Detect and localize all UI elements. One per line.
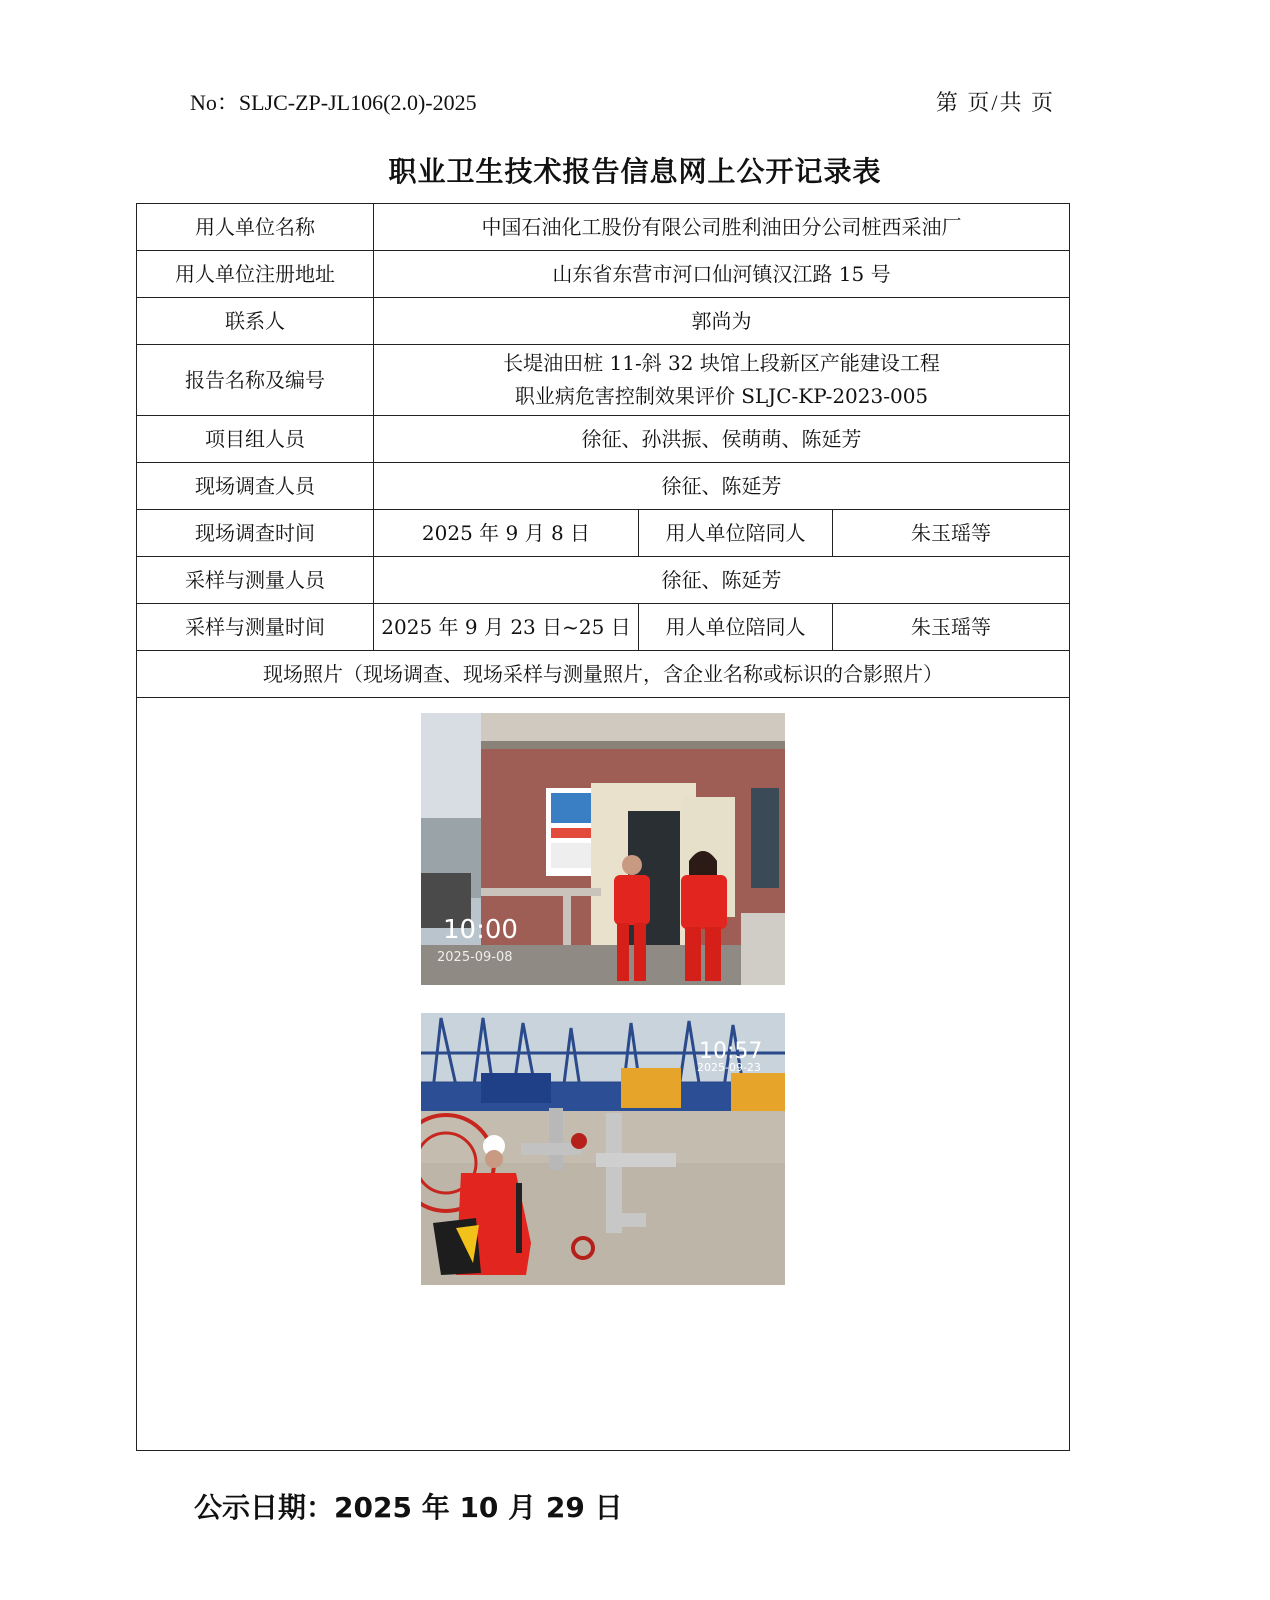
value-contact: 郭尚为 bbox=[374, 298, 1070, 345]
publish-date bbox=[194, 1486, 623, 1526]
label-sampling-staff: 采样与测量人员 bbox=[137, 557, 374, 604]
document-title: 职业卫生技术报告信息网上公开记录表 bbox=[388, 155, 882, 188]
record-table bbox=[136, 203, 1070, 1451]
document-number: No：SLJC-ZP-JL106(2.0)-2025 bbox=[190, 90, 477, 115]
value-survey-staff: 徐征、陈延芳 bbox=[374, 463, 1070, 510]
label-sampling-escort: 用人单位陪同人 bbox=[639, 604, 833, 651]
label-unit-name: 用人单位名称 bbox=[137, 204, 374, 251]
value-team: 徐征、孙洪振、侯萌萌、陈延芳 bbox=[374, 416, 1070, 463]
value-unit-name: 中国石油化工股份有限公司胜利油田分公司桩西采油厂 bbox=[374, 204, 1070, 251]
value-survey-time: 2025 年 9 月 8 日 bbox=[374, 510, 639, 557]
label-sampling-time: 采样与测量时间 bbox=[137, 604, 374, 651]
label-team: 项目组人员 bbox=[137, 416, 374, 463]
label-survey-time: 现场调查时间 bbox=[137, 510, 374, 557]
row-unit-name bbox=[137, 204, 1070, 251]
label-survey-staff: 现场调查人员 bbox=[137, 463, 374, 510]
document-header bbox=[190, 86, 1055, 118]
value-report bbox=[374, 345, 1070, 416]
photo2-date-stamp: 2025-09-23 bbox=[697, 1061, 761, 1074]
label-survey-escort: 用人单位陪同人 bbox=[639, 510, 833, 557]
row-unit-address bbox=[137, 251, 1070, 298]
site-survey-photo bbox=[421, 713, 785, 985]
row-team bbox=[137, 416, 1070, 463]
photo2-time-stamp: 10:57 bbox=[699, 1039, 763, 1064]
label-contact: 联系人 bbox=[137, 298, 374, 345]
value-unit-address: 山东省东营市河口仙河镇汉江路 15 号 bbox=[374, 251, 1070, 298]
photos-caption: 现场照片（现场调查、现场采样与测量照片，含企业名称或标识的合影照片） bbox=[137, 651, 1070, 698]
report-name-line: 长堤油田桩 11-斜 32 块馆上段新区产能建设工程 bbox=[503, 351, 940, 375]
value-sampling-staff: 徐征、陈延芳 bbox=[374, 557, 1070, 604]
row-photos-caption bbox=[137, 651, 1070, 698]
publish-date-value: 2025 年 10 月 29 日 bbox=[334, 1491, 623, 1524]
value-survey-escort: 朱玉瑶等 bbox=[833, 510, 1070, 557]
publish-date-label: 公示日期： bbox=[194, 1491, 335, 1524]
report-number-line: 职业病危害控制效果评价 SLJC-KP-2023-005 bbox=[514, 384, 929, 408]
row-survey-staff bbox=[137, 463, 1070, 510]
value-sampling-escort: 朱玉瑶等 bbox=[833, 604, 1070, 651]
label-unit-address: 用人单位注册地址 bbox=[137, 251, 374, 298]
row-sampling-time bbox=[137, 604, 1070, 651]
row-photos bbox=[137, 698, 1070, 1451]
row-report bbox=[137, 345, 1070, 416]
row-contact bbox=[137, 298, 1070, 345]
label-report: 报告名称及编号 bbox=[137, 345, 374, 416]
photo1-date-stamp: 2025-09-08 bbox=[437, 950, 513, 965]
photo1-time-stamp: 10:00 bbox=[443, 915, 518, 945]
photos-cell bbox=[137, 698, 1070, 1451]
site-sampling-photo bbox=[421, 1013, 785, 1285]
row-survey-time bbox=[137, 510, 1070, 557]
row-sampling-staff bbox=[137, 557, 1070, 604]
value-sampling-time: 2025 年 9 月 23 日~25 日 bbox=[374, 604, 639, 651]
page-info: 第 页/共 页 bbox=[935, 90, 1055, 115]
